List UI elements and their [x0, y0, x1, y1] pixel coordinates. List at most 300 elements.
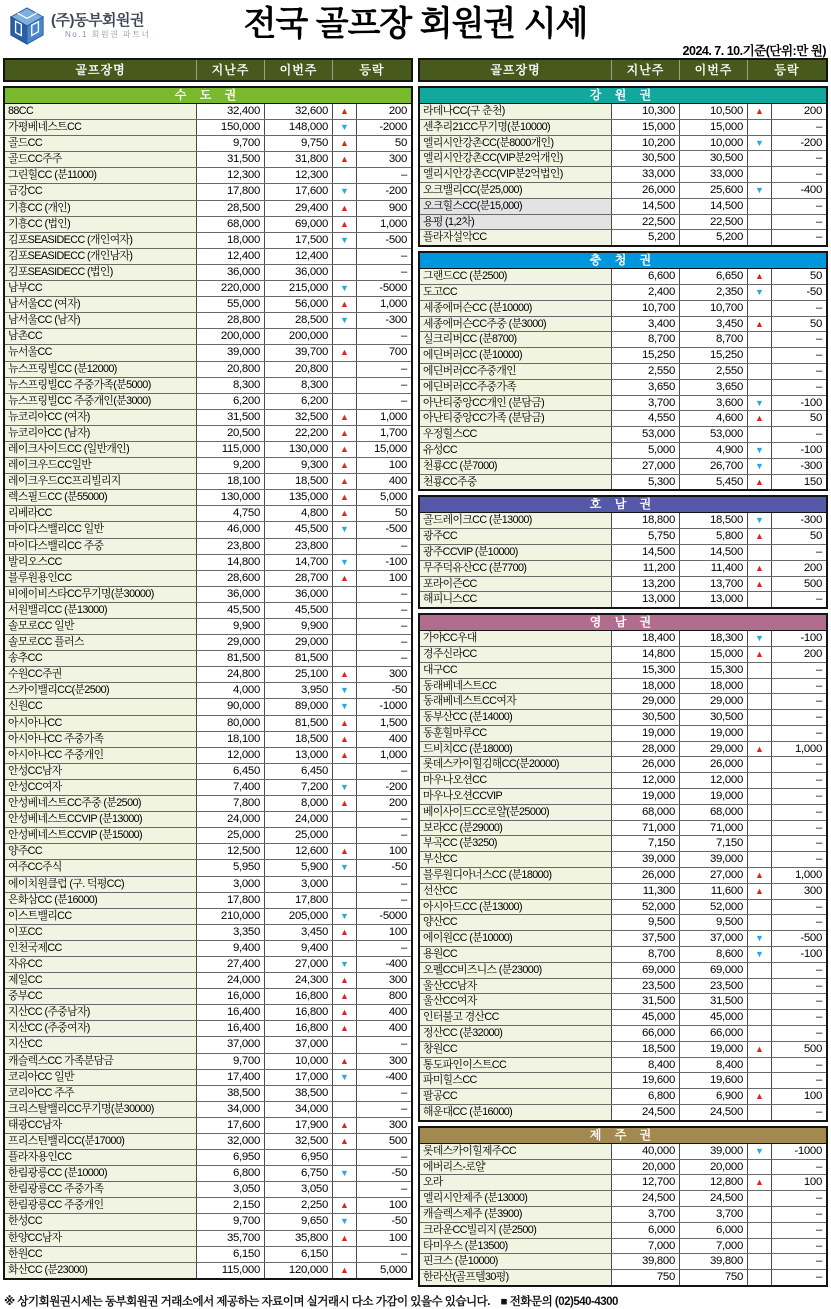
this-week-price: 89,000 — [265, 699, 333, 714]
course-name: 한라산(골프텔30평) — [420, 1270, 612, 1285]
table-row — [420, 104, 826, 120]
no-change-cell — [333, 329, 357, 344]
course-name: 남서울CC (여자) — [5, 297, 197, 312]
up-arrow-icon: ▲ — [748, 104, 772, 119]
this-week-price: 68,000 — [680, 805, 748, 820]
last-week-price: 17,600 — [197, 1118, 265, 1133]
this-week-price: 20,800 — [265, 362, 333, 377]
region-header: 수 도 권 — [5, 88, 411, 104]
course-name: 오라 — [420, 1175, 612, 1190]
last-week-price: 10,200 — [612, 136, 680, 151]
table-row — [420, 757, 826, 773]
last-week-price: 12,400 — [197, 249, 265, 264]
change-value: – — [815, 152, 822, 165]
this-week-price: 24,500 — [680, 1191, 748, 1206]
last-week-price: 6,950 — [197, 1150, 265, 1165]
last-week-price: 40,000 — [612, 1144, 680, 1159]
down-arrow-icon: ▼ — [333, 233, 357, 248]
this-week-price: 3,700 — [680, 1207, 748, 1222]
no-change-cell — [748, 1254, 772, 1269]
last-week-price: 26,000 — [612, 757, 680, 772]
no-change-cell — [333, 893, 357, 908]
table-row — [420, 411, 826, 427]
no-change-cell — [748, 836, 772, 851]
last-week-price: 18,000 — [612, 679, 680, 694]
table-row — [420, 1254, 826, 1270]
no-change-cell — [748, 1191, 772, 1206]
no-change-cell — [333, 603, 357, 618]
column-header-row — [418, 58, 828, 82]
last-week-price: 9,200 — [197, 458, 265, 473]
change-value: 500 — [388, 1135, 407, 1147]
this-week-price: 15,250 — [680, 348, 748, 363]
down-arrow-icon: ▼ — [748, 443, 772, 458]
change-value: – — [400, 941, 407, 954]
up-arrow-icon: ▲ — [748, 884, 772, 899]
this-week-price: 39,800 — [680, 1254, 748, 1269]
up-arrow-icon: ▲ — [333, 345, 357, 360]
table-row — [420, 694, 826, 710]
change-value: – — [400, 539, 407, 552]
change-value: -100 — [800, 443, 822, 456]
change-value: – — [815, 1223, 822, 1236]
this-week-price: 36,000 — [265, 587, 333, 602]
this-week-price: 16,800 — [265, 1021, 333, 1036]
this-week-price: 19,000 — [680, 726, 748, 741]
course-name: 세종에머슨CC (분10000) — [420, 301, 612, 316]
course-name: 핀크스 (분10000) — [420, 1254, 612, 1269]
table-row — [420, 884, 826, 900]
table-row — [420, 979, 826, 995]
table-row — [420, 931, 826, 947]
this-week-price: 28,700 — [265, 571, 333, 586]
last-week-price: 14,800 — [197, 555, 265, 570]
course-name: 선산CC — [420, 884, 612, 899]
last-week-price: 26,000 — [612, 183, 680, 198]
no-change-cell — [748, 215, 772, 230]
down-arrow-icon: ▼ — [748, 285, 772, 300]
table-row — [420, 1160, 826, 1176]
no-change-cell — [333, 812, 357, 827]
up-arrow-icon: ▲ — [333, 136, 357, 151]
table-row — [420, 1191, 826, 1207]
logo-subtitle: No.1 회원권 파트너 — [65, 30, 151, 39]
course-name: 지산CC (주중남자) — [5, 1005, 197, 1020]
down-arrow-icon: ▼ — [748, 183, 772, 198]
last-week-price: 5,200 — [612, 230, 680, 245]
no-change-cell — [748, 900, 772, 915]
change-value: – — [815, 853, 822, 866]
change-value: – — [815, 963, 822, 976]
no-change-cell — [333, 941, 357, 956]
last-week-price: 8,300 — [197, 378, 265, 393]
no-change-cell — [748, 789, 772, 804]
this-week-price: 130,000 — [265, 442, 333, 457]
table-row — [420, 230, 826, 245]
change-value: -2000 — [379, 121, 407, 134]
last-week-price: 15,300 — [612, 663, 680, 678]
table-row — [420, 963, 826, 979]
this-week-price: 18,000 — [680, 679, 748, 694]
no-change-cell — [748, 348, 772, 363]
change-value: 100 — [388, 459, 407, 472]
table-row — [5, 893, 411, 909]
change-value: 300 — [803, 884, 822, 897]
last-week-price: 24,000 — [197, 973, 265, 988]
change-value: – — [400, 813, 407, 826]
course-name: 기흥CC (법인) — [5, 217, 197, 232]
last-week-price: 18,100 — [197, 474, 265, 489]
last-week-price: 8,400 — [612, 1058, 680, 1073]
region-table — [3, 86, 413, 1280]
change-value: 50 — [394, 137, 407, 150]
change-value: -1000 — [794, 1144, 822, 1157]
down-arrow-icon: ▼ — [333, 555, 357, 570]
no-change-cell — [333, 635, 357, 650]
column-header-name: 골프장명 — [420, 60, 612, 80]
this-week-price: 30,500 — [680, 710, 748, 725]
change-value: 1,000 — [379, 748, 407, 761]
last-week-price: 24,500 — [612, 1191, 680, 1206]
course-name: 롯데스카이힐제주CC — [420, 1144, 612, 1159]
down-arrow-icon: ▼ — [748, 947, 772, 962]
change-value: 200 — [388, 105, 407, 117]
last-week-price: 13,000 — [612, 592, 680, 607]
change-value: -50 — [806, 285, 822, 298]
this-week-price: 53,000 — [680, 427, 748, 442]
last-week-price: 12,000 — [197, 748, 265, 763]
disclaimer-text: ※ 상기회원권시세는 동부회원권 거래소에서 제공하는 자료이며 실거래시 다소 가감이 있을수 있습니다. — [4, 1295, 490, 1308]
table-row — [420, 167, 826, 183]
change-value: – — [815, 821, 822, 834]
change-value: – — [815, 333, 822, 346]
course-name: 캐슬렉스CC 가족분담금 — [5, 1054, 197, 1069]
change-value: – — [815, 837, 822, 850]
this-week-price: 7,200 — [265, 780, 333, 795]
change-value: – — [815, 1011, 822, 1024]
course-name: 코리아CC 주주 — [5, 1086, 197, 1101]
down-arrow-icon: ▼ — [333, 780, 357, 795]
this-week-price: 16,800 — [265, 1005, 333, 1020]
course-name: 아시아드CC (분13000) — [420, 900, 612, 915]
course-name: 뉴코리아CC (남자) — [5, 426, 197, 441]
this-week-price: 23,800 — [265, 539, 333, 554]
table-row — [5, 265, 411, 281]
down-arrow-icon: ▼ — [333, 860, 357, 875]
last-week-price: 34,000 — [197, 1102, 265, 1117]
up-arrow-icon: ▲ — [333, 297, 357, 312]
table-row — [5, 1263, 411, 1278]
no-change-cell — [748, 167, 772, 182]
table-row — [5, 233, 411, 249]
table-row — [420, 1058, 826, 1074]
change-value: – — [815, 726, 822, 739]
last-week-price: 23,500 — [612, 979, 680, 994]
last-week-price: 210,000 — [197, 909, 265, 924]
down-arrow-icon: ▼ — [748, 136, 772, 151]
course-name: 에딘버러CC (분10000) — [420, 348, 612, 363]
table-row — [5, 1005, 411, 1021]
course-name: 정산CC (분32000) — [420, 1026, 612, 1041]
this-week-price: 3,000 — [265, 877, 333, 892]
this-week-price: 56,000 — [265, 297, 333, 312]
last-week-price: 9,900 — [197, 619, 265, 634]
table-row — [420, 1089, 826, 1105]
table-row — [420, 380, 826, 396]
last-week-price: 5,000 — [612, 443, 680, 458]
course-name: 태광CC남자 — [5, 1118, 197, 1133]
this-week-price: 33,000 — [680, 167, 748, 182]
table-row — [420, 1223, 826, 1239]
last-week-price: 220,000 — [197, 281, 265, 296]
change-value: – — [400, 587, 407, 600]
table-row — [420, 852, 826, 868]
change-value: 400 — [388, 732, 407, 745]
change-value: -200 — [800, 136, 822, 149]
last-week-price: 33,000 — [612, 167, 680, 182]
course-name: 베이사이드CC로얄(분25000) — [420, 805, 612, 820]
course-name: 안성CC남자 — [5, 764, 197, 779]
this-week-price: 13,000 — [680, 592, 748, 607]
last-week-price: 24,500 — [612, 1105, 680, 1120]
this-week-price: 20,000 — [680, 1160, 748, 1175]
course-name: 양주CC — [5, 844, 197, 859]
change-value: 100 — [388, 1231, 407, 1244]
this-week-price: 69,000 — [680, 963, 748, 978]
this-week-price: 6,200 — [265, 394, 333, 409]
last-week-price: 37,000 — [197, 1037, 265, 1052]
table-row — [420, 1144, 826, 1160]
change-value: – — [400, 362, 407, 375]
change-value: 100 — [388, 925, 407, 938]
up-arrow-icon: ▲ — [333, 1005, 357, 1020]
up-arrow-icon: ▲ — [333, 732, 357, 747]
up-arrow-icon: ▲ — [748, 529, 772, 544]
this-week-price: 31,800 — [265, 152, 333, 167]
this-week-price: 8,700 — [680, 332, 748, 347]
table-row — [5, 603, 411, 619]
this-week-price: 14,500 — [680, 545, 748, 560]
up-arrow-icon: ▲ — [333, 667, 357, 682]
this-week-price: 45,000 — [680, 1010, 748, 1025]
last-week-price: 15,250 — [612, 348, 680, 363]
last-week-price: 9,700 — [197, 136, 265, 151]
change-value: -100 — [800, 632, 822, 645]
last-week-price: 27,000 — [612, 459, 680, 474]
left-column — [3, 58, 413, 1280]
last-week-price: 2,400 — [612, 285, 680, 300]
change-value: 200 — [803, 561, 822, 574]
change-value: 100 — [388, 1199, 407, 1212]
last-week-price: 36,000 — [197, 265, 265, 280]
course-name: 센추리21CC무기명(분10000) — [420, 120, 612, 135]
up-arrow-icon: ▲ — [333, 1231, 357, 1246]
change-value: 400 — [388, 1022, 407, 1035]
last-week-price: 30,500 — [612, 710, 680, 725]
up-arrow-icon: ▲ — [333, 1021, 357, 1036]
table-row — [420, 443, 826, 459]
change-value: – — [815, 1074, 822, 1087]
course-name: 비에이비스타CC무기명(분30000) — [5, 587, 197, 602]
this-week-price: 4,900 — [680, 443, 748, 458]
change-value: – — [815, 593, 822, 606]
this-week-price: 10,700 — [680, 301, 748, 316]
this-week-price: 135,000 — [265, 490, 333, 505]
table-row — [420, 332, 826, 348]
region-table — [418, 251, 828, 491]
change-value: 300 — [388, 153, 407, 166]
this-week-price: 39,000 — [680, 1144, 748, 1159]
course-name: 해운대CC (분16000) — [420, 1105, 612, 1120]
course-name: 뉴스프링빌CC 주중개인(분3000) — [5, 394, 197, 409]
this-week-price: 12,400 — [265, 249, 333, 264]
this-week-price: 14,700 — [265, 555, 333, 570]
this-week-price: 25,600 — [680, 183, 748, 198]
change-value: 100 — [388, 571, 407, 584]
up-arrow-icon: ▲ — [333, 1263, 357, 1278]
table-row — [420, 285, 826, 301]
no-change-cell — [748, 757, 772, 772]
course-name: 인천국제CC — [5, 941, 197, 956]
change-value: 50 — [809, 317, 822, 330]
last-week-price: 9,700 — [197, 1054, 265, 1069]
this-week-price: 6,450 — [265, 764, 333, 779]
change-value: -400 — [385, 1070, 407, 1083]
this-week-price: 22,500 — [680, 215, 748, 230]
table-row — [5, 844, 411, 860]
course-name: 김포SEASIDECC (개인남자) — [5, 249, 197, 264]
change-value: -50 — [391, 1167, 407, 1180]
table-row — [5, 587, 411, 603]
this-week-price: 23,500 — [680, 979, 748, 994]
down-arrow-icon: ▼ — [333, 1166, 357, 1181]
this-week-price: 26,000 — [680, 757, 748, 772]
last-week-price: 3,400 — [612, 317, 680, 332]
last-week-price: 12,300 — [197, 168, 265, 183]
this-week-price: 29,000 — [265, 635, 333, 650]
last-week-price: 14,500 — [612, 545, 680, 560]
region-table — [418, 613, 828, 1122]
this-week-price: 22,200 — [265, 426, 333, 441]
this-week-price: 52,000 — [680, 900, 748, 915]
course-name: 뉴서울CC — [5, 345, 197, 360]
course-name: 부곡CC (분3250) — [420, 836, 612, 851]
course-name: 포라이즌CC — [420, 577, 612, 592]
this-week-price: 18,300 — [680, 631, 748, 646]
course-name: 동래베네스트CC여자 — [420, 694, 612, 709]
course-name: 기흥CC (개인) — [5, 201, 197, 216]
last-week-price: 4,000 — [197, 683, 265, 698]
this-week-price: 7,000 — [680, 1239, 748, 1254]
table-row — [5, 699, 411, 715]
course-name: 울산CC남자 — [420, 979, 612, 994]
course-name: 무주덕유산CC (분7700) — [420, 561, 612, 576]
table-row — [420, 915, 826, 931]
table-row — [5, 812, 411, 828]
last-week-price: 69,000 — [612, 963, 680, 978]
table-row — [5, 168, 411, 184]
last-week-price: 31,500 — [197, 410, 265, 425]
no-change-cell — [333, 1150, 357, 1165]
course-name: 가평베네스트CC — [5, 120, 197, 135]
this-week-price: 15,300 — [680, 663, 748, 678]
last-week-price: 6,000 — [612, 1223, 680, 1238]
change-value: 150 — [803, 475, 822, 488]
last-week-price: 8,700 — [612, 332, 680, 347]
course-name: 마이다스밸리CC 주중 — [5, 539, 197, 554]
change-value: 15,000 — [373, 442, 407, 455]
course-name: 파미힐스CC — [420, 1073, 612, 1088]
change-value: -100 — [385, 555, 407, 568]
up-arrow-icon: ▲ — [333, 1054, 357, 1069]
course-name: 제일CC — [5, 973, 197, 988]
up-arrow-icon: ▲ — [748, 475, 772, 490]
table-row — [5, 1166, 411, 1182]
this-week-price: 29,000 — [680, 694, 748, 709]
change-value: – — [815, 1192, 822, 1205]
change-value: – — [815, 1106, 822, 1119]
last-week-price: 18,400 — [612, 631, 680, 646]
table-row — [420, 151, 826, 167]
no-change-cell — [748, 545, 772, 560]
up-arrow-icon: ▲ — [333, 474, 357, 489]
this-week-price: 17,900 — [265, 1118, 333, 1133]
course-name: 뉴코리아CC (여자) — [5, 410, 197, 425]
last-week-price: 6,200 — [197, 394, 265, 409]
this-week-price: 9,900 — [265, 619, 333, 634]
last-week-price: 28,500 — [197, 201, 265, 216]
no-change-cell — [748, 679, 772, 694]
this-week-price: 13,000 — [265, 748, 333, 763]
down-arrow-icon: ▼ — [333, 683, 357, 698]
change-value: -200 — [385, 780, 407, 793]
last-week-price: 38,500 — [197, 1086, 265, 1101]
up-arrow-icon: ▲ — [748, 317, 772, 332]
last-week-price: 31,500 — [197, 152, 265, 167]
this-week-price: 6,150 — [265, 1247, 333, 1262]
course-name: 플라자설악CC — [420, 230, 612, 245]
up-arrow-icon: ▲ — [333, 217, 357, 232]
course-name: 창원CC — [420, 1042, 612, 1057]
course-name: 한림광릉CC 주중개인 — [5, 1198, 197, 1213]
course-name: 에딘버러CC주중가족 — [420, 380, 612, 395]
column-header-this-week: 이번주 — [680, 60, 748, 80]
this-week-price: 148,000 — [265, 120, 333, 135]
this-week-price: 9,650 — [265, 1214, 333, 1229]
last-week-price: 19,000 — [612, 726, 680, 741]
change-value: -1000 — [379, 700, 407, 713]
last-week-price: 4,750 — [197, 506, 265, 521]
no-change-cell — [748, 1105, 772, 1120]
this-week-price: 37,000 — [265, 1037, 333, 1052]
change-value: – — [815, 1058, 822, 1071]
course-name: 동훈힐마루CC — [420, 726, 612, 741]
no-change-cell — [748, 301, 772, 316]
table-row — [420, 679, 826, 695]
this-week-price: 2,550 — [680, 364, 748, 379]
course-name: 지산CC (주중여자) — [5, 1021, 197, 1036]
course-name: 용원CC — [420, 947, 612, 962]
course-name: 렉스필드CC (분55000) — [5, 490, 197, 505]
last-week-price: 28,000 — [612, 742, 680, 757]
this-week-price: 5,800 — [680, 529, 748, 544]
down-arrow-icon: ▼ — [333, 281, 357, 296]
last-week-price: 5,950 — [197, 860, 265, 875]
last-week-price: 68,000 — [612, 805, 680, 820]
no-change-cell — [333, 1037, 357, 1052]
last-week-price: 7,400 — [197, 780, 265, 795]
last-week-price: 19,000 — [612, 789, 680, 804]
